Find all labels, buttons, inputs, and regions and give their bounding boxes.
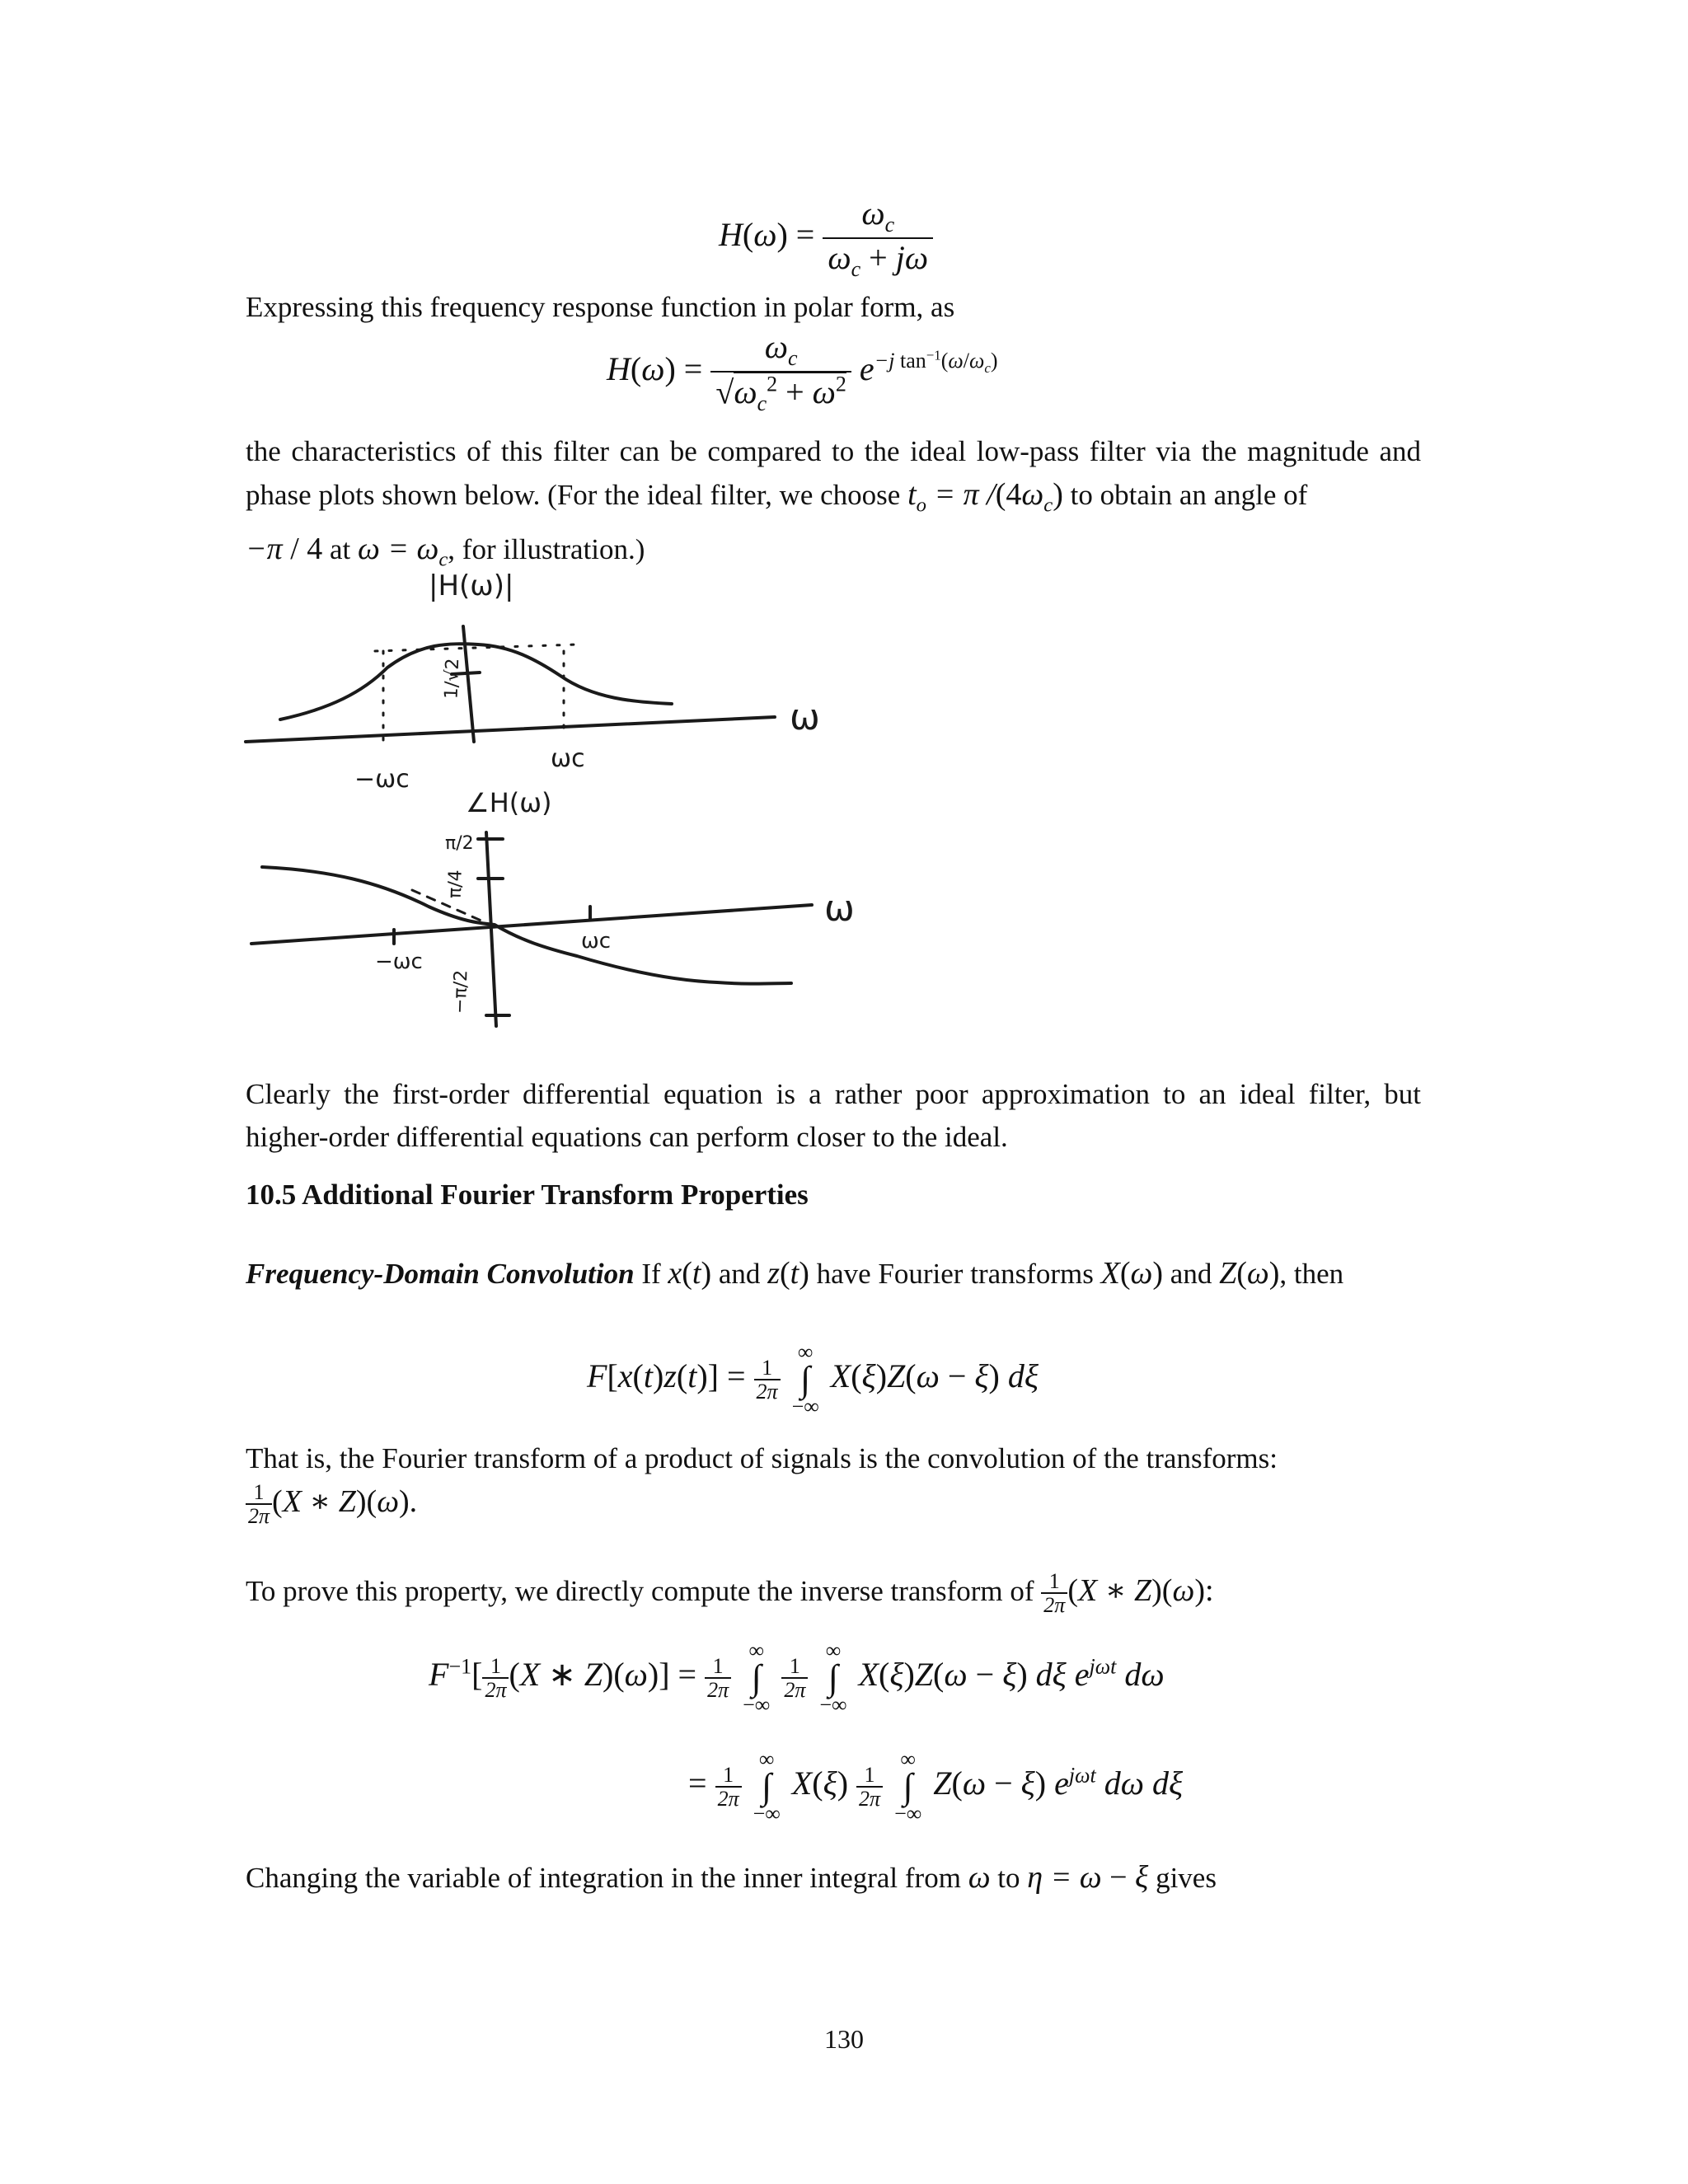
magnitude-plot: [246, 569, 820, 794]
pos-wc-label-phase: ωc: [581, 929, 612, 954]
equation-frequency-convolution: F[x(t)z(t)] = $\frac{1}{2\pi}$ ∞ ∫ −∞ X(ξ)Z(ω − ξ) dξ: [587, 1340, 1039, 1418]
paragraph-polar-intro: Expressing this frequency response function in polar form, as: [246, 291, 955, 323]
paragraph-that-is: That is, the Fourier transform of a product of signals is the convolution of the transforms: $\frac{1}{2\pi}$ (X ∗ Z)(ω).: [246, 1442, 1278, 1529]
pi-over-4-label: π/4: [444, 869, 467, 899]
paragraph-compare: the characteristics of this filter can be compared to the ideal low-pass filter via the magnitude and phase plots shown below. (For the ideal filter, we choose $t_o = \pi$ $/(4\omega_c)$ to obtain an angle of −π / 4 at $\omega = \omega_c$, for illustration.): [246, 435, 1421, 571]
equation-polar-form: H(ω) = $\frac{\omega_c}{√\omega_c^2 + \omega^2}$ $e^{-j tan^{-1}(\omega/\omega_c)}$: [607, 328, 998, 416]
equation-transfer-function: H(ω) = $\frac{\omega_c}{\omega_c + j\omega}$: [719, 194, 933, 282]
page-number: 130: [824, 2024, 864, 2054]
neg-pi-over-2-label: −π/2: [449, 969, 472, 1015]
phase-label: ∠H(ω): [466, 787, 552, 818]
fdc-title: Frequency-Domain Convolution: [246, 1258, 635, 1290]
section-heading: 10.5 Additional Fourier Transform Properties: [246, 1179, 809, 1211]
paragraph-fdc: Frequency-Domain Convolution If x(t) and z(t) have Fourier transforms X(ω) and Z(ω), then: [246, 1256, 1344, 1291]
neg-wc-label-mag: −ωc: [354, 765, 410, 794]
omega-axis-symbol-phase: ω: [824, 888, 855, 930]
filter-sketch-figure: [0, 0, 1688, 1038]
phase-plot: [251, 787, 855, 1026]
magnitude-label: |H(ω)|: [429, 569, 514, 602]
paragraph-poor-approximation: Clearly the first-order differential equation is a rather poor approximation to an ideal filter, but higher-order differential equations can perform closer to the ideal.: [246, 1078, 1421, 1153]
inv-sqrt2-label: 1/√2: [441, 658, 464, 700]
pi-over-2-label: π/2: [445, 833, 474, 854]
paragraph-prove: To prove this property, we directly compute the inverse transform of $\frac{1}{2\pi}$ (X ∗ Z)(ω):: [246, 1568, 1214, 1618]
omega-axis-symbol-mag: ω: [790, 696, 820, 738]
equation-inverse-transform-2: = $\frac{1}{2\pi}$ ∞ ∫ −∞ X(ξ) $\frac{1}{2\pi}$ ∞ ∫ −∞ Z(ω − ξ) $e^{j\omega t}$ dω dξ: [688, 1747, 1184, 1825]
pos-wc-label-mag: ωc: [551, 744, 585, 773]
neg-wc-label-phase: −ωc: [375, 949, 423, 974]
paragraph-change-variable: Changing the variable of integration in the inner integral from ω to η = ω − ξ gives: [246, 1860, 1217, 1895]
equation-inverse-transform-1: $F^{-1}$[ $\frac{1}{2\pi}$ (X ∗ Z)(ω)] = $\frac{1}{2\pi}$ ∞ ∫ −∞ $\frac{1}{2\pi}$ ∞ ∫ −∞ X(ξ)Z(ω − ξ) dξ $e^{j\omega t}$ dω: [429, 1638, 1165, 1717]
